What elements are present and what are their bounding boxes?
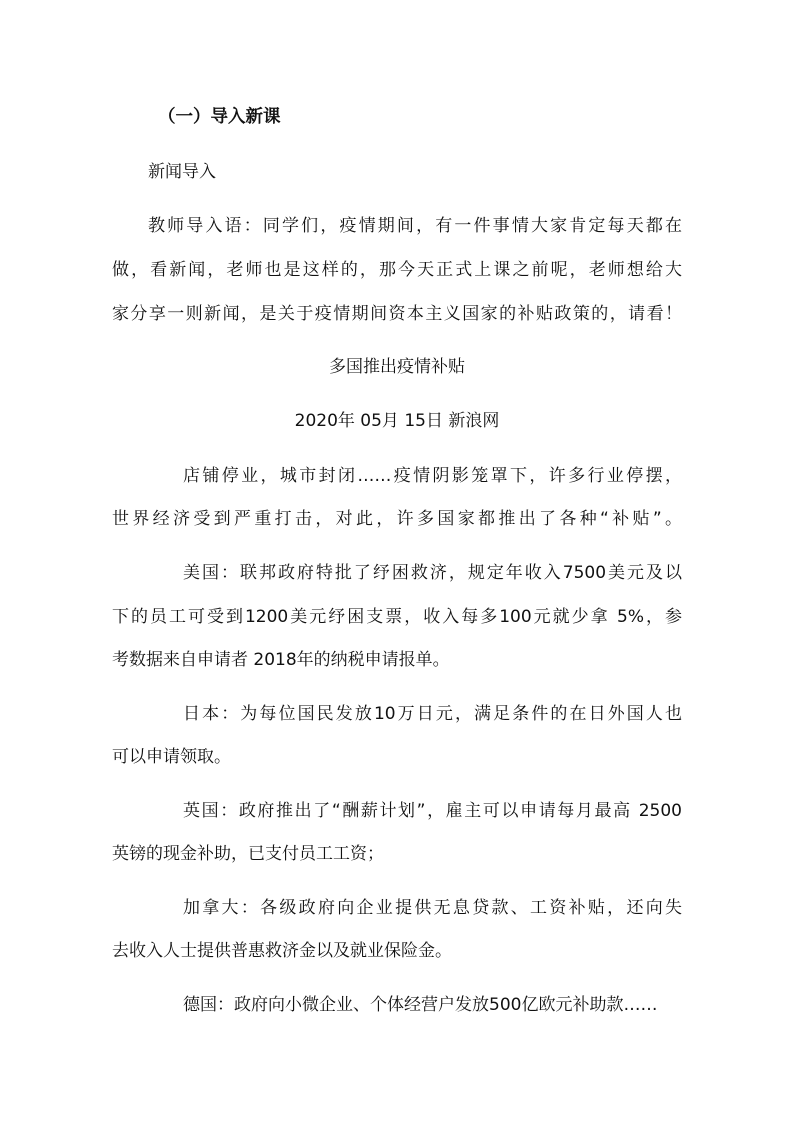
news-paragraph-canada-line-1: 加拿大：各级政府向企业提供无息贷款、工资补贴，还向失 (183, 898, 682, 918)
news-paragraph-japan-line-1: 日本：为每位国民发放10万日元，满足条件的在日外国人也 (183, 704, 682, 724)
news-paragraph-uk-line-1: 英国：政府推出了“酬薪计划”，雇主可以申请每月最高 2500 (183, 801, 682, 821)
news-paragraph-1-line-2: 世界经济受到严重打击，对此，许多国家都推出了各种“补贴”。 (112, 509, 682, 529)
news-paragraph-canada-line-2: 去收入人士提供普惠救济金以及就业保险金。 (112, 941, 452, 961)
teacher-intro-line-2: 做，看新闻，老师也是这样的，那今天正式上课之前呢，老师想给大 (112, 260, 682, 280)
news-paragraph-usa-line-1: 美国：联邦政府特批了纾困救济，规定年收入7500美元及以 (183, 563, 682, 583)
teacher-intro-line-3: 家分享一则新闻，是关于疫情期间资本主义国家的补贴政策的，请看！ (112, 304, 682, 324)
section-heading: （一）导入新课 (158, 107, 281, 127)
news-paragraph-japan-line-2: 可以申请领取。 (112, 747, 231, 767)
news-paragraph-uk-line-2: 英镑的现金补助，已支付员工工资； (112, 844, 384, 864)
subheading: 新闻导入 (148, 162, 216, 182)
news-paragraph-usa-line-2: 下的员工可受到1200美元纾困支票，收入每多100元就少拿 5%，参 (112, 607, 682, 627)
news-paragraph-1-line-1: 店铺停业，城市封闭……疫情阴影笼罩下，许多行业停摆， (183, 466, 682, 486)
news-dateline: 2020年 05月 15日 新浪网 (294, 411, 500, 431)
teacher-intro-line-1: 教师导入语：同学们，疫情期间，有一件事情大家肯定每天都在 (148, 216, 682, 236)
news-title: 多国推出疫情补贴 (329, 357, 465, 377)
news-paragraph-usa-line-3: 考数据来自申请者 2018年的纳税申请报单。 (112, 650, 450, 670)
news-paragraph-germany-line-1: 德国：政府向小微企业、个体经营户发放500亿欧元补助款…… (183, 995, 658, 1015)
